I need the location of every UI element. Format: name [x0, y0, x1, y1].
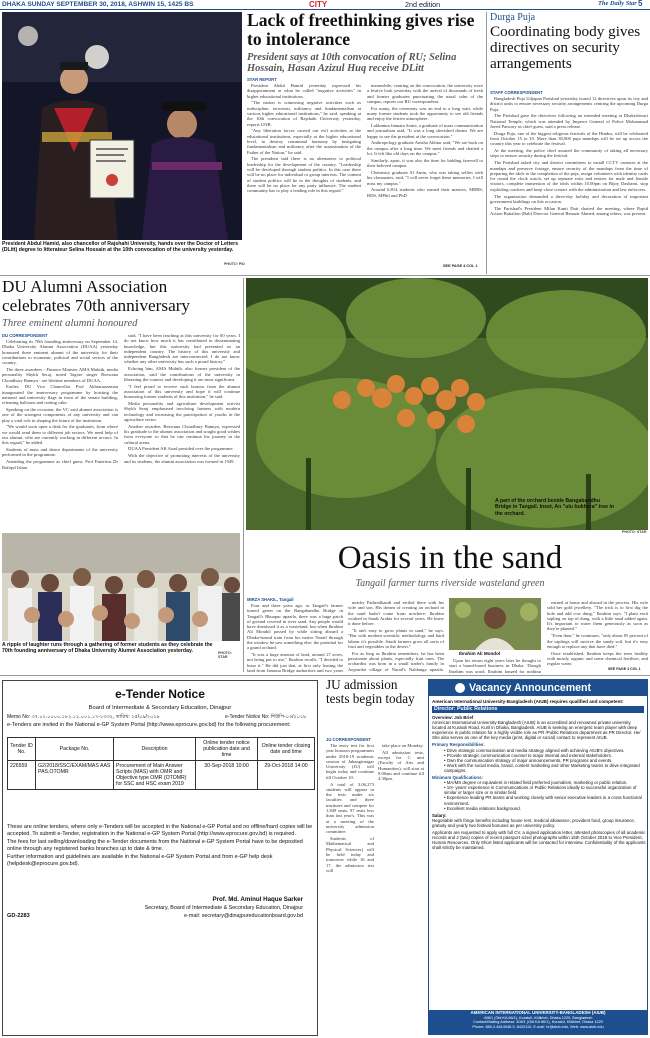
tender-col-closing: Online tender closing date and time	[258, 738, 315, 761]
list-item: • Provide strategic communication counsel to major internal and external stakeholders.	[444, 752, 612, 758]
section-name: CITY	[309, 0, 328, 9]
vacancy-footer-line: Contact/Mailing Address: 408/1 (Old KA 66/1), Kuratoli, Khilkhet, Dhaka 1229	[473, 1020, 603, 1025]
tender-email[interactable]: e-mail: secretary@dinajpureducationboard.gov.bd	[184, 913, 303, 919]
du-alumni-photo	[2, 533, 240, 641]
oasis-continued: SEE PAGE 4 COL 1	[608, 667, 641, 671]
du-byline: DU CORRESPONDENT	[2, 333, 48, 338]
tender-title: e-Tender Notice	[115, 687, 205, 701]
column-divider	[486, 12, 487, 274]
oasis-body-col3: Upon his return eight years later he thought to start a brand-based business in Dhaka. Though Ibrahim was good, Ibrahim longed for nothing	[449, 658, 541, 673]
ju-byline: JU CORRESPONDENT	[326, 737, 371, 742]
tender-col-id: Tender ID No.	[8, 738, 36, 761]
orchard-photo-credit: PHOTO: STAR	[622, 530, 647, 534]
vacancy-brief: American International University-Bangladesh (AIUB) is an accredited and renowned private university located at Kuratoli Road, Kuril in Dhaka, Bangladesh. AIUB is seeking an energetic team player with deep experience in public relation for a highly visible role as PR /Public Relations department as PR Director. He/ She also serves as one of the key media (print, digital or social) contact to represent AIUB.	[432, 720, 641, 741]
oasis-headline: Oasis in the sand	[337, 540, 563, 576]
tender-note-1: These are online tenders, where only e-Tenders will be accepted in the National e-GP Portal and no offline/hard copies will be accepted. To submit e-Tender, registration in the National e-GP System Portal (http://www.eprocure.gov.bd) is required.	[7, 824, 313, 837]
vacancy-qual-title: Minimum Qualifications:	[432, 775, 483, 781]
vacancy-salary: Negotiable with fringe benefits including house rent, medical allowance, provident fund, group insurance, gratuity and yearly two festival bonuses as per university policy.	[432, 817, 636, 828]
list-item: • Experience leading PR teams and working closely with senior executive leaders in a cross functional environment.	[444, 795, 642, 806]
vacancy-footer-name: AMERICAN INTERNATIONAL UNIVERSITY-BANGLADESH (AIUB)	[470, 1010, 606, 1015]
ju-body-col1: The entry test for first year honours programmes under 2018-19 academic session of Jahangirnagar University (JU) will begin today and continue till October 10. A total of 3,06,273 students will appear in the tests under six faculties and three institutes and compete for 1,849 seats, 97 seats less than last year's. This was at a meeting of the university admission committee. Students of Mathematical and Physical Sciences) will be held today and tomorrow while 16 and 17, the admission test will	[326, 743, 374, 873]
tender-notice-no: e-Tender Notice No: শিউপি-০৩/২০১৮	[225, 714, 307, 720]
section-divider-2	[0, 675, 650, 676]
tender-note-2: The fees for last selling/downloading the e-Tender documents from the National e-GP System Portal have to be deposited online through any registered banks branches up to date & time.	[7, 839, 303, 852]
tender-memo-date: তারিখ: ২৫/০৯/২০১৮	[115, 714, 160, 720]
ju-body-col2: take place on Monday. All admission tests, except for C unit (Faculty of Arts and Humanities), will start at 9.00am and continue till 4.30pm.	[378, 743, 424, 782]
du-body-col2: said, "I have been teaching at this university for 60 years. I do not know how much it has contributed in disseminating knowledge, but this university had presented us an independent country. The history of this university and independent Bangladesh are interconnected. I do not know whether any other university has such a proud history." Echoing him, AMA Muhith, also former president of the association, said the contributions of the university in liberating the country and developing it are most significant. "I feel proud to receive such honour from the alumni association of this university and hope it will continue honouring former students of this institution," he said. Media personality and agriculture development activist Shykh Seraj emphasised involving farmers with modern technology and increasing the participation of youths in the agriculture sector. Another awardee, Rezwana Choudhury Bannya, expressed his gratitude to the alumni association and sought good wishes from everyone so that he can continue his journey in the cultural arena. DUAA President AK Azad presided over the programme. With the objective of promoting interests of the university and its students, the alumni association was formed in 1949.	[124, 333, 240, 464]
orchard-photo	[246, 278, 648, 530]
du-body-col1: Celebrating its 70th founding anniversary on September 14, Dhaka University Alumni Association (DUAA) yesterday honoured three eminent alumni of the university for their contributions to economic, political and social sectors of the country. The three awardees - Finance Minister AMA Muhith, media personality Shykh Seraj, noted Tagore singer Rezwana Choudhury Bannya - are lifetime members of DUAA. Earlier, DU Vice Chancellor Prof Akhtaruzzaman inaugurated the anniversary programme by hoisting the national and university flags in front of the senate building, releasing balloons and cutting cake. Speaking on the occasion, the VC said alumni association is one of the strongest components of any university and can play a vital role in shaping the future of the institution. "We would soon open a desk for the graduates, from where we would send them to different job sectors. We need help of our alumni, who are currently working in different sectors. In this regard," he added. Students of mass and dance departments of the university performed in the programme. Attending the programme as chief guest, Prof Emeritus Dr Rafiqul Islam	[2, 339, 118, 470]
vacancy-resp-title: Primary Responsibilities:	[432, 742, 485, 748]
masthead	[0, 0, 650, 10]
tender-closing-cell: 29-Oct-2018 14:00	[258, 761, 315, 790]
vacancy-header-icon	[455, 683, 465, 693]
orchard-photo-caption: A part of the orchard beside Bangabandhu Bridge in Tangail. Inset, An "ulu bukhara" tree in the orchard.	[495, 498, 615, 517]
oasis-body-col1: Four and three years ago, as Tangail's farmer turned green on the Bangabandhu Bridge in Tangail's Bhuapur upazila, there was a huge patch of ground covered in river sand. Any people would have dismissed it as a wasteland, but when Ibrahim Ali Mondol passed by while sitting aboard a Dhaka-bound train from his native Narail through the window he saw something else: the potential for a grand orchard. "It was a huge amount of land, around 27 acres, not being put to use," Ibrahim recalls. "I decided to lease it." He did just that, at first only leasing the land from Jamuna Bridge authorities and two years	[247, 603, 343, 673]
ru-continued: SEE PAGE 4 COL 1	[443, 264, 478, 268]
durga-byline: STAFF CORRESPONDENT	[490, 90, 543, 95]
convocation-photo-credit: PHOTO: PID	[224, 262, 245, 266]
column-divider-2	[243, 278, 244, 672]
vacancy-salary-title: Salary:	[432, 812, 447, 818]
vacancy-org-intro: American International University-Bangladesh (AIUB) requires qualified and competent:	[432, 699, 624, 704]
tender-package-cell: G2/2018/SSC/EXAM/MAS AAS PAS.OTOMR	[36, 761, 114, 790]
orchard-photo-image	[246, 278, 648, 530]
vacancy-footer	[429, 1010, 647, 1034]
durga-headline: Coordinating body gives directives on security arrangements	[490, 23, 641, 72]
tender-memo: Memo No: ৩৭.০২.০০০০.১৮২.১২.০০১.১৭-১৩৩২, তারিখ: ২৫/০৯/২০১৮	[7, 714, 160, 720]
convocation-photo-caption: President Abdul Hamid, also chancellor of Rajshahi University, hands over the Doctor of Letters (DLitt) degree to litterateur Selina Hossain at the 10th convocation of the university yesterday.	[2, 241, 239, 254]
ju-headline: JU admission tests begin today	[326, 677, 415, 706]
vacancy-position: Director: Public Relations	[432, 706, 644, 713]
ru-subhead: President says at 10th convocation of RU; Selina Hossain, Hasan Azizul Huq receive DLitt	[247, 52, 457, 75]
tender-memo-no: Memo No: ৩৭.০২.০০০০.১৮২.১২.০০১.১৭-১৩৩২	[7, 714, 113, 720]
tender-intro: e-Tenders are invited in the National e-GP System Portal (http://www.eprocure.gov.bd) for the following procurement:	[7, 722, 291, 728]
durga-body: Bangladesh Puja Udjapan Parishad yesterday issued 12 directives upon its city and district units to ensure necessary security arrangements centring the upcoming Durga Puja. The Parishad gave the directives following an extended meeting at Dhakeshwari National Temple, which was attended by Imperor General of Police Mohammad Javed Patwary as chief guest, said a press release. Durga Puja, one of the biggest religious festivals of the Hindus, will be celebrated from October 15 to 19. More than 30,000 puja mandaps will be set up across the country this year to celebrate the festival. At the meeting, the police chief assured the community of taking all necessary steps to ensure security during the festival. The Parishad asked city and district committees to install CCTV cameras at the mandaps and preserve footage, ensure security of the mandaps from the time of preparing the idols to the completion of the puja, assign volunteers with identity cards for round the clock watch, set up separate exits and entries for male and female visitors, complete immersion of the idols within 10.00pm on Bijoy Dashami, stop exploding crackers and keep close contact with the administration and law enforcers. The organisation demanded a three-day holiday and decoration of important government buildings on this occasion. The Parishad's President Milan Kanti Dutt chaired the meeting, where Rapid Action Battalion (Rab) Director General Benazir Ahmed, among others, was present.	[490, 96, 648, 216]
ru-body-col1: President Abdul Hamid yesterday expressed his disappointment at what he called "negative activities" in higher educational institutions. "The nation is witnessing negative activities such as indiscipline, terrorism, militancy and fundamentalism at various higher educational institutions," he said, speaking at the 10th convocation of Rajshahi University yesterday, reports UNB. "Any liberation forces carried out evil activities at the educational institutions, especially at the higher educational level, to destroy communal harmony by instigating fundamentalism and militancy after the assassination of the Father of the Nation," he said. The president said there is no alternative to political leadership for the development of the country. "Leadership will be developed through student politics. In this case there will be no place for individual or group interests. The content of student politics will be in the thoughts of students, and there will be no place for any party influence. The student community has to play a leading role in this regard."	[247, 83, 361, 194]
tender-board: Board of Intermediate & Secondary Education, Dinajpur	[88, 705, 232, 711]
convocation-photo	[2, 12, 242, 240]
oasis-body-col2: nearby Pathrailkandi and settled there with his wife and son. His dream of creating an orchard in the sand hadn't come from nowhere: Ibrahim worked in Saudi Arabia for several years. He knew it done before. "It ain't easy to grow plants in sand," he says. "But with modern scientific methodology and hard labour it's possible. Saudi farmers grow all sorts of fruit and vegetables in the desert." For as long as Ibrahim remembers, he has been passionate about plants, especially fruit ones. The orchardist was born in a small trader's family in Joypurdai village of Narail's Naldanga upazila.	[348, 600, 444, 672]
ru-body-col2-visible: meanwhile, centring on the convocation, the university wore a festive look yesterday with the arrival of thousands of fresh and former graduates punctuating the usual calm of the campus, reports our RU correspondent. For many, the ceremony was an end to a long wait, while many former students took the opportunity to see old friends and enjoy the festive atmosphere. Lakhmina Jannatu Sonia, a graduate of mass communication and journalism said, "It was a long cherished dream. We are happy to see the president at the convocation." Anthropology graduate Anisha Akhtar said, "We are back on the campus after a long time. We meet friends and chatted a lot. It felt like old days on the campus." Similarly, apart, it was also the time for bidding farewell to their beloved campus. Chemistry graduate Al Amin, who was taking selfies with his classmates, said, "I will never forget these memories. I will miss my campus." Around 6,814 students who earned their masters, MBBS, BDS, MPhil and PhD	[367, 83, 483, 198]
vacancy-body	[432, 715, 646, 992]
tender-publication-cell: 30-Sep-2018 10:00	[196, 761, 258, 790]
du-headline: DU Alumni Association celebrates 70th anniversary	[2, 277, 191, 315]
vacancy-header	[429, 680, 647, 696]
edition-label: 2nd edition	[405, 0, 441, 9]
ru-byline: STAR REPORT	[247, 77, 277, 82]
tender-notes	[7, 824, 315, 868]
vacancy-footer-line: Phone: 880-2-8414046-9, 8420110, E-mail: hr@aiub.edu, Web: www.aiub.edu	[472, 1024, 604, 1029]
du-alumni-photo-image	[2, 533, 240, 641]
vacancy-title: Vacancy Announcement	[469, 682, 592, 694]
vacancy-footer-line: 408/1 (Old KA 66/1), Kuratoli, Khilkhet, Dhaka 1229, Bangladesh	[483, 1015, 593, 1020]
oasis-subhead: Tangail farmer turns riverside wasteland green	[355, 578, 545, 589]
list-item: • Work with the social media, brand, content marketing and other Marketing teams to drive integrated campaigns.	[444, 762, 640, 773]
ibrahim-inset-photo	[449, 598, 541, 650]
vacancy-ad	[428, 679, 648, 1035]
tender-gd-number: GD-2283	[7, 913, 30, 919]
oasis-byline: MIRZA SHAKIL, Tangail	[247, 597, 294, 602]
tender-signer: Prof. Md. Aminul Haque Sarker	[212, 896, 303, 903]
ru-headline: Lack of freethinking gives rise to intolerance	[247, 10, 475, 49]
oasis-body-col4: earned at home and abroad in the process. His wife sold her gold jewellery. "The trick is to first dig the hole and add cow dung," Ibrahim says. "I plant each sapling on top of dung, with a little sand added again. It's important to water them generously as soon as they're planted." "Even then," he continues, "only about 85 percent of the saplings will survive the sandy soil, but it's easy enough to replace any that have died." Once established, Ibrahim keeps the trees healthy with mostly organic and some chemical fertiliser, and regular water.	[547, 600, 648, 666]
page-number: 5	[638, 0, 643, 8]
tender-id-cell: 226559	[8, 761, 36, 790]
tender-note-3: Further information and guidelines are available in the National e-GP System Portal and from e-GP help desk (helpdesk@eprocure.gov.bd).	[7, 854, 273, 867]
du-photo-credit: PHOTO: STAR	[218, 651, 232, 659]
tender-col-publication: Online tender notice publication date and time	[196, 738, 258, 761]
paper-logo: The Daily Star	[598, 0, 637, 7]
table-row	[8, 761, 315, 790]
tender-table	[7, 737, 315, 790]
convocation-photo-image	[2, 12, 242, 240]
ibrahim-inset-caption: Ibrahim Ali Mondol	[459, 651, 501, 656]
durga-kicker: Durga Puja	[490, 12, 536, 23]
list-item: • 10+ years' experience in Communications or Public Relations ideally to successful organization of similar or larger size or in similar field.	[444, 785, 637, 796]
list-item: • Own the communication strategy of major announcements, PR programs and events.	[444, 757, 613, 763]
ibrahim-inset-image	[449, 598, 541, 650]
tender-description-cell: Procurement of Main Answer Scripts (MAS) with OMR and Objective type OMR (OTOMR) for SSC and HSC exam 2019	[114, 761, 196, 790]
tender-col-description: Description	[114, 738, 196, 761]
du-subhead: Three eminent alumni honoured	[2, 318, 138, 329]
vacancy-brief-title: Overview: Job Brief	[432, 715, 474, 720]
du-photo-caption: A ripple of laughter runs through a gathering of former students as they celebrate the 70th founding anniversary of Dhaka University Alumni Association yesterday.	[2, 642, 213, 655]
vacancy-apply: Applicants are requested to apply with full CV, a signed application letter, attested photocopies of all academic records and 2 (two) copies of recent passport sized photographs within 15th October 2018 to Vice President, Human Resources. Only Short listed applicants will be contacted for interview. Confidentiality of the applicants shall strictly be maintained.	[432, 829, 646, 851]
section-divider-1	[0, 275, 650, 276]
masthead-dateline: DHAKA SUNDAY SEPTEMBER 30, 2018, ASHWIN 15, 1425 BS	[2, 1, 194, 8]
tender-col-package: Package No.	[36, 738, 114, 761]
list-item: • Excellent media relations background.	[444, 805, 521, 811]
tender-notice	[2, 680, 318, 1036]
list-item: • Drive strategic communication and media strategy aligned with achieving AIUB's objectives.	[444, 747, 625, 753]
tender-table-header	[8, 738, 315, 761]
list-item: • MA/MS degree or equivalent in related field preferred journalism, marketing or public relation.	[444, 780, 628, 786]
tender-signer-title: Secretary, Board of Intermediate & Secondary Education, Dinajpur	[144, 905, 303, 911]
